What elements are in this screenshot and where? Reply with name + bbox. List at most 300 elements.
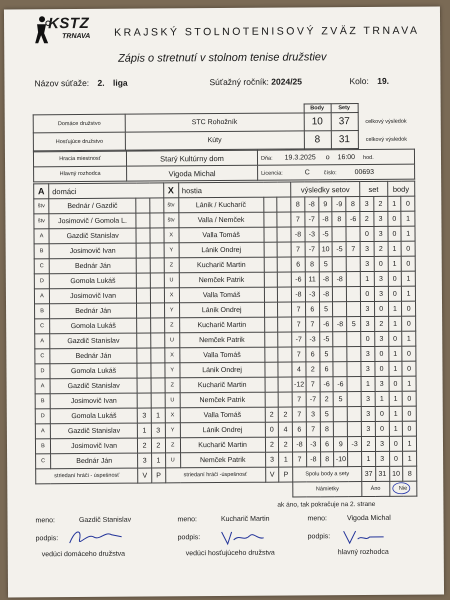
home-v <box>137 288 151 303</box>
home-v <box>137 318 151 333</box>
body-home: 0 <box>389 376 403 391</box>
set-4 <box>333 257 347 272</box>
sets-home: 3 <box>361 316 375 331</box>
sety-label: Sety <box>331 104 358 113</box>
set-5: 5 <box>347 317 361 332</box>
sets-away: 0 <box>375 421 389 436</box>
set-3: -8 <box>319 272 333 287</box>
set-4 <box>333 287 347 302</box>
home-player: Gazdič Stanislav <box>50 333 137 349</box>
body-away: 1 <box>402 286 416 301</box>
set-3: 9 <box>318 197 332 212</box>
away-p <box>278 347 292 362</box>
away-v <box>264 257 278 272</box>
body-home: 1 <box>388 346 402 361</box>
sets-home: 0 <box>361 331 375 346</box>
round-value: 19. <box>377 75 390 86</box>
competition <box>34 78 127 89</box>
away-v: 2 <box>265 437 279 452</box>
home-position: B <box>35 394 50 409</box>
body-home: 0 <box>388 286 402 301</box>
set-1: 7 <box>292 392 306 407</box>
set-4: -8 <box>333 317 347 332</box>
home-p <box>151 333 165 348</box>
away-p <box>277 227 291 242</box>
subs-away-v: V <box>265 467 279 482</box>
round <box>349 76 389 86</box>
home-team-label: Domáce družstvo <box>33 114 125 133</box>
overall-label-1: celkový výsledok <box>365 118 407 125</box>
body-away: 0 <box>402 346 416 361</box>
body-away: 0 <box>401 196 415 211</box>
away-v <box>264 362 278 377</box>
body-away: 0 <box>402 361 416 376</box>
home-body: 10 <box>304 113 331 131</box>
away-v <box>263 197 277 212</box>
set-4: -6 <box>333 377 347 392</box>
set-1: -8 <box>291 227 305 242</box>
set-4 <box>333 362 347 377</box>
set-1: 6 <box>291 257 305 272</box>
away-player: Kucharič Martin <box>179 257 264 273</box>
away-signature <box>218 526 268 548</box>
body-home: 0 <box>387 211 401 226</box>
set-2: -3 <box>305 227 319 242</box>
home-player: Gomola Lukáš <box>50 318 137 334</box>
objections-yes[interactable]: Áno <box>362 481 390 496</box>
set-2: 7 <box>306 377 320 392</box>
body-away: 0 <box>401 256 415 271</box>
sets-away: 2 <box>374 196 388 211</box>
home-v: 3 <box>137 408 151 423</box>
home-player: Josimovič Ivan <box>50 393 137 409</box>
body-home: 1 <box>388 241 402 256</box>
subs-home-label: striedaní hráči - úspešnosť <box>36 468 138 484</box>
set-3: 6 <box>320 437 334 452</box>
away-v <box>265 392 279 407</box>
home-position: B <box>35 439 50 454</box>
away-v <box>264 347 278 362</box>
set-4 <box>332 227 346 242</box>
sets-away: 2 <box>374 241 388 256</box>
subs-away-label: striedaní hráči -úspešnosť <box>165 467 265 483</box>
home-player: Bednár Ján <box>49 303 136 319</box>
away-v <box>264 332 278 347</box>
venue-table <box>33 149 415 183</box>
away-team-label: Hosťujúce družstvo <box>33 132 125 151</box>
set-5: 7 <box>346 242 360 257</box>
away-position: Y <box>165 423 180 438</box>
sets-away: 3 <box>375 436 389 451</box>
set-2: -3 <box>305 287 319 302</box>
away-team-name: Kúty <box>125 131 304 150</box>
home-player: Bednár Ján <box>49 258 136 274</box>
home-player: Gazdič Stanislav <box>49 228 136 244</box>
away-position: Y <box>165 363 180 378</box>
body-label: Body <box>304 104 331 113</box>
sets-home: 3 <box>361 406 375 421</box>
away-player: Nemček Patrik <box>180 392 265 408</box>
away-p <box>278 287 292 302</box>
body-home: 0 <box>387 226 401 241</box>
away-p <box>277 212 291 227</box>
sets-away: 3 <box>375 451 389 466</box>
home-player: Josimovič Ivan <box>49 288 136 304</box>
competition-value: 2. <box>97 77 105 88</box>
away-player: Lánik Ondrej <box>180 422 265 438</box>
set-2: 7 <box>306 422 320 437</box>
away-player: Lánik Ondrej <box>180 362 265 378</box>
season-value: 2024/25 <box>271 76 303 87</box>
home-player: Bednár Ján <box>51 453 138 469</box>
sets-away: 3 <box>374 271 388 286</box>
sets-home: 3 <box>360 241 374 256</box>
away-player: Valla / Nemček <box>179 212 264 228</box>
home-signature <box>66 527 126 549</box>
sets-home: 0 <box>360 286 374 301</box>
set-2: -3 <box>306 437 320 452</box>
set-5 <box>347 347 361 362</box>
sets-away: 3 <box>374 331 388 346</box>
away-position: Z <box>164 318 179 333</box>
set-3: 5 <box>320 407 334 422</box>
set-5 <box>347 332 361 347</box>
subs-home-p: P <box>152 468 166 483</box>
set-2: 2 <box>306 362 320 377</box>
sets-home: 2 <box>361 436 375 451</box>
set-4 <box>333 332 347 347</box>
venue-value: Starý Kultúrny dom <box>126 150 257 166</box>
set-1: -6 <box>291 272 305 287</box>
home-position: A <box>35 334 50 349</box>
set-5 <box>347 302 361 317</box>
set-5 <box>347 392 361 407</box>
home-p: 1 <box>152 453 166 468</box>
away-player: Kucharič Martin <box>180 437 265 453</box>
license-value: C <box>304 168 310 176</box>
set-3: -6 <box>319 317 333 332</box>
circle-mark-icon <box>391 482 411 495</box>
home-v <box>137 378 151 393</box>
meno-label-home: meno: <box>35 517 56 525</box>
set-5 <box>347 362 361 377</box>
body-away: 0 <box>402 406 416 421</box>
home-player: Gazdič Stanislav <box>50 378 137 394</box>
home-p <box>150 228 164 243</box>
set-1: 7 <box>293 452 307 467</box>
sets-home: 0 <box>360 226 374 241</box>
away-p <box>278 392 292 407</box>
set-2: -8 <box>306 452 320 467</box>
home-p: 2 <box>151 438 165 453</box>
home-player: Gomola Lukáš <box>49 273 136 289</box>
teams-table <box>33 103 415 152</box>
home-role: vedúci domáceho družstva <box>41 550 126 559</box>
home-title: domáci <box>49 183 164 199</box>
away-v <box>264 242 278 257</box>
total-body-home: 10 <box>389 466 403 481</box>
away-letter: X <box>163 183 178 198</box>
away-position: U <box>165 393 180 408</box>
home-v <box>136 243 150 258</box>
sets-away: 3 <box>374 286 388 301</box>
set-4: -8 <box>333 272 347 287</box>
set-5: -3 <box>348 437 362 452</box>
away-v <box>263 212 277 227</box>
set-5 <box>347 377 361 392</box>
away-position: X <box>164 228 179 243</box>
home-leader-name: Gazdič Stanislav <box>78 516 132 525</box>
away-v: 0 <box>265 422 279 437</box>
body-home: 0 <box>388 331 402 346</box>
set-2: 6 <box>305 302 319 317</box>
home-v <box>137 303 151 318</box>
away-p <box>278 377 292 392</box>
away-player: Nemček Patrik <box>180 452 265 468</box>
away-player: Lánik Ondrej <box>179 242 264 258</box>
sets-away: 1 <box>375 391 389 406</box>
competition-label: Názov súťaže: <box>34 77 90 89</box>
set-1: 7 <box>292 317 306 332</box>
away-position: štv <box>163 198 178 213</box>
away-position: X <box>165 348 180 363</box>
ref-role: hlavný rozhodca <box>337 548 389 557</box>
home-p <box>150 198 164 213</box>
hod-label: hod. <box>363 154 374 161</box>
sets-home: 1 <box>360 271 374 286</box>
body-home: 1 <box>388 256 402 271</box>
set-title: set <box>360 181 388 196</box>
season <box>209 76 302 87</box>
home-position: C <box>34 259 49 274</box>
meno-label-away: meno: <box>177 516 198 524</box>
away-v: 3 <box>265 452 279 467</box>
meno-label-ref: meno: <box>307 515 328 523</box>
body-home: 1 <box>388 301 402 316</box>
home-p <box>151 393 165 408</box>
away-player: Valla Tomáš <box>179 287 264 303</box>
home-position: štv <box>34 199 49 214</box>
home-p <box>151 348 165 363</box>
home-position: A <box>34 289 49 304</box>
away-position: U <box>165 453 180 468</box>
set-1: -12 <box>292 377 306 392</box>
home-position: C <box>36 454 51 469</box>
podpis-home-label: podpis: <box>35 535 59 543</box>
away-title: hostia <box>178 182 290 198</box>
home-position: D <box>35 409 50 424</box>
set-1: -8 <box>291 287 305 302</box>
total-sets-home: 37 <box>362 466 376 481</box>
set-4: -10 <box>334 452 348 467</box>
set-2: -7 <box>305 212 319 227</box>
away-p: 1 <box>279 452 293 467</box>
referee-signature <box>340 525 390 547</box>
referee-value: Vigoda Michal <box>127 165 258 181</box>
home-player: Bednár Ján <box>50 348 137 364</box>
home-position: C <box>35 319 50 334</box>
set-4 <box>333 302 347 317</box>
home-position: D <box>34 274 49 289</box>
podpis-away-label: podpis: <box>177 534 201 542</box>
away-v <box>264 227 278 242</box>
home-p <box>151 318 165 333</box>
set-1: 7 <box>291 242 305 257</box>
objections-no[interactable] <box>389 481 417 496</box>
set-5 <box>347 272 361 287</box>
home-team-name: STC Rohožník <box>125 113 304 132</box>
away-player: Kucharič Martin <box>180 377 265 393</box>
away-body: 8 <box>304 131 331 149</box>
away-role: vedúci hosťujúceho družstva <box>185 549 275 558</box>
overall-label-2: celkový výsledok <box>365 136 408 143</box>
set-3: 5 <box>319 302 333 317</box>
away-player: Valla Tomáš <box>179 347 264 363</box>
set-3: 8 <box>320 452 334 467</box>
sets-home: 3 <box>361 421 375 436</box>
total-body-away: 8 <box>403 466 417 481</box>
away-v <box>264 317 278 332</box>
set-2: -8 <box>305 197 319 212</box>
logo-text: KSTZ <box>47 14 90 33</box>
away-player: Lánik / Kucharíč <box>178 197 263 213</box>
sig-away-meno <box>177 516 269 524</box>
away-p <box>278 302 292 317</box>
time-label: o <box>325 153 330 161</box>
continue-note: ak áno, tak pokračuje na 2. strane <box>277 500 376 509</box>
set-2: 6 <box>306 347 320 362</box>
set-3: -5 <box>319 332 333 347</box>
away-player: Valla Tomáš <box>180 407 265 423</box>
venue-label: Hracia miestnosť <box>33 151 126 167</box>
set-5 <box>346 227 360 242</box>
home-v: 3 <box>138 453 152 468</box>
set-4: -9 <box>332 197 346 212</box>
set-1: 7 <box>291 212 305 227</box>
away-v <box>264 302 278 317</box>
set-3: 6 <box>320 362 334 377</box>
set-3: -5 <box>319 227 333 242</box>
set-2: 7 <box>306 317 320 332</box>
totals-label: Spolu body a sety <box>293 467 362 482</box>
sets-away: 0 <box>374 301 388 316</box>
set-1: 8 <box>291 197 305 212</box>
home-v <box>137 363 151 378</box>
objections-no-label: Nie <box>398 485 408 492</box>
set-3: -8 <box>319 287 333 302</box>
body-away: 1 <box>403 451 417 466</box>
away-position: Z <box>164 258 179 273</box>
home-position: C <box>35 349 50 364</box>
sets-away: 3 <box>374 226 388 241</box>
home-v <box>137 273 151 288</box>
body-away: 1 <box>402 376 416 391</box>
home-sety: 37 <box>331 113 358 131</box>
home-v <box>137 393 151 408</box>
away-position: Y <box>164 303 179 318</box>
sets-home: 1 <box>361 376 375 391</box>
set-4 <box>334 422 348 437</box>
logo-subtext: TRNAVA <box>62 32 91 41</box>
body-away: 1 <box>401 226 415 241</box>
set-4 <box>333 347 347 362</box>
home-v <box>136 228 150 243</box>
round-label: Kolo: <box>349 75 369 87</box>
sets-home: 3 <box>360 256 374 271</box>
home-player: Gazdič Stanislav <box>50 423 137 439</box>
set-2: -7 <box>305 242 319 257</box>
away-leader-name: Kucharič Martin <box>220 515 270 524</box>
away-p <box>278 362 292 377</box>
home-v <box>137 333 151 348</box>
set-5 <box>348 422 362 437</box>
home-p <box>151 363 165 378</box>
set-3: 5 <box>319 257 333 272</box>
away-player: Kucharič Martin <box>179 317 264 333</box>
away-position: X <box>165 408 180 423</box>
set-2: -7 <box>306 392 320 407</box>
time-value: 16:00 <box>337 153 356 161</box>
podpis-ref-label: podpis: <box>307 533 331 541</box>
away-p <box>277 197 291 212</box>
away-p <box>278 257 292 272</box>
set-5: -6 <box>346 212 360 227</box>
away-position: U <box>164 333 179 348</box>
referee-name: Vigoda Michal <box>346 514 391 523</box>
home-v <box>136 198 150 213</box>
home-letter: A <box>34 184 49 199</box>
set-1: 7 <box>292 302 306 317</box>
away-p: 4 <box>279 422 293 437</box>
sets-away: 2 <box>374 316 388 331</box>
home-v <box>136 213 150 228</box>
home-v <box>137 348 151 363</box>
away-player: Lánik Ondrej <box>179 302 264 318</box>
sig-ref-meno <box>307 515 390 523</box>
home-v <box>136 258 150 273</box>
set-1: 6 <box>292 422 306 437</box>
body-home: 1 <box>388 316 402 331</box>
referee-label: Hlavný rozhodca <box>34 166 127 182</box>
away-v <box>264 272 278 287</box>
home-p <box>150 213 164 228</box>
away-position: Z <box>165 378 180 393</box>
sets-away: 3 <box>375 376 389 391</box>
sets-home: 3 <box>361 346 375 361</box>
home-v: 2 <box>138 438 152 453</box>
away-p: 2 <box>279 407 293 422</box>
sets-home: 2 <box>360 211 374 226</box>
match-grid <box>33 181 417 500</box>
home-player: Josimovič Ivan <box>50 438 137 454</box>
set-4: -5 <box>332 242 346 257</box>
home-p <box>150 288 164 303</box>
set-2: 8 <box>305 257 319 272</box>
sig-home-meno <box>35 517 131 525</box>
away-position: štv <box>164 213 179 228</box>
set-1: -7 <box>292 332 306 347</box>
body-home: 1 <box>388 361 402 376</box>
home-p <box>150 273 164 288</box>
set-2: -3 <box>306 332 320 347</box>
set-5 <box>348 407 362 422</box>
sets-away: 0 <box>375 406 389 421</box>
license-label: Licencia: <box>261 170 283 177</box>
set-3: -8 <box>319 212 333 227</box>
away-p <box>278 332 292 347</box>
sets-home: 3 <box>361 301 375 316</box>
kstz-logo <box>34 15 106 48</box>
